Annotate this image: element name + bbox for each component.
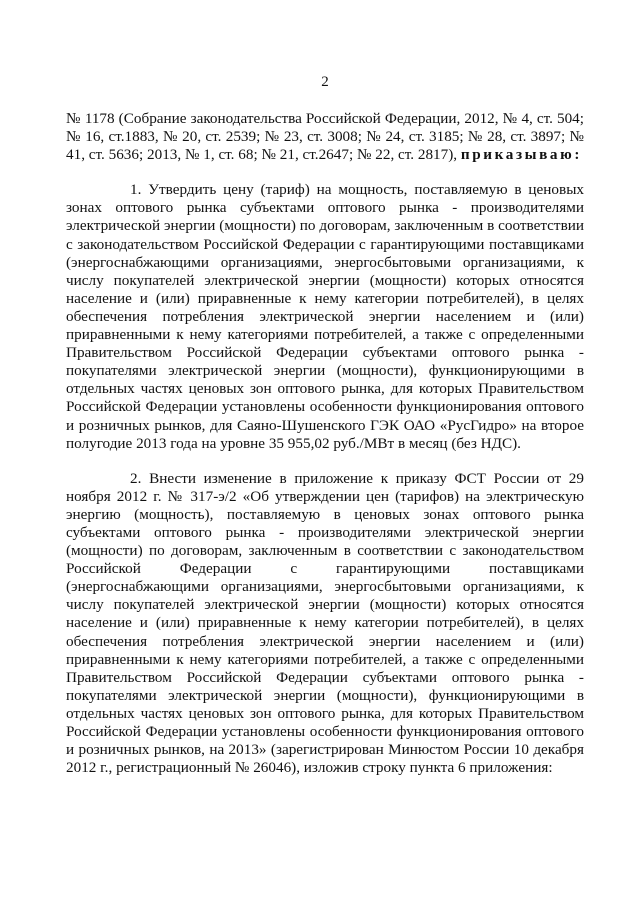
document-page: [66, 0, 584, 905]
intro-text: № 1178 (Собрание законодательства Российской Федерации, 2012, № 4, ст. 504; № 16, ст.1883, № 20, ст. 2539; № 23, ст. 3008; № 24, ст. 3185; № 28, ст. 3897; № 41, ст. 5636; 2013, № 1, ст. 68; № 21, ст.2647; № 22, ст. 2817),: [66, 110, 584, 164]
paragraph-1: 1. Утвердить цену (тариф) на мощность, поставляемую в ценовых зонах оптового рынка субъектами оптового рынка - производителями электрической энергии (мощности) по договорам, заключенным в соответствии с законодательством Российской Федерации с гарантирующими поставщиками (энергоснабжающими организациями, энергосбытовыми организациями, к числу покупателей электрической энергии (мощности) которых относятся население и (или) приравненные к нему категории потребителей), в целях обеспечения потребления электрической энергии населением и (или) приравненными к нему категориями потребителей, а также с определенными Правительством Российской Федерации субъектами оптового рынка - покупателями электрической энергии (мощности), функционирующими в отдельных частях ценовых зон оптового рынка, для которых Правительством Российской Федерации установлены особенности функционирования оптового и розничных рынков, для Саяно-Шушенского ГЭК ОАО «РусГидро» на второе полугодие 2013 года на уровне 35 955,02 руб./МВт в месяц (без НДС).: [66, 181, 584, 452]
page-number: 2: [321, 74, 329, 90]
intro-paragraph: [66, 110, 584, 164]
order-keyword: приказываю:: [460, 146, 582, 164]
paragraph-2: 2. Внести изменение в приложение к приказу ФСТ России от 29 ноября 2012 г. № 317-э/2 «Об утверждении цен (тарифов) на электрическую энергию (мощность), поставляемую в ценовых зонах оптового рынка субъектами оптового рынка - производителями электрической энергии (мощности) по договорам, заключенным в соответствии с законодательством Российской Федерации с гарантирующими поставщиками (энергоснабжающими организациями, энергосбытовыми организациями, к числу покупателей электрической энергии (мощности) которых относятся население и (или) приравненные к нему категории потребителей), в целях обеспечения потребления электрической энергии населением и (или) приравненными к нему категориями потребителей, а также с определенными Правительством Российской Федерации субъектами оптового рынка - покупателями электрической энергии (мощности), функционирующими в отдельных частях ценовых зон оптового рынка, для которых Правительством Российской Федерации установлены особенности функционирования оптового и розничных рынков, на 2013» (зарегистрирован Минюстом России 10 декабря 2012 г., регистрационный № 26046), изложив строку пункта 6 приложения:: [66, 469, 584, 777]
document-body: [66, 110, 584, 777]
